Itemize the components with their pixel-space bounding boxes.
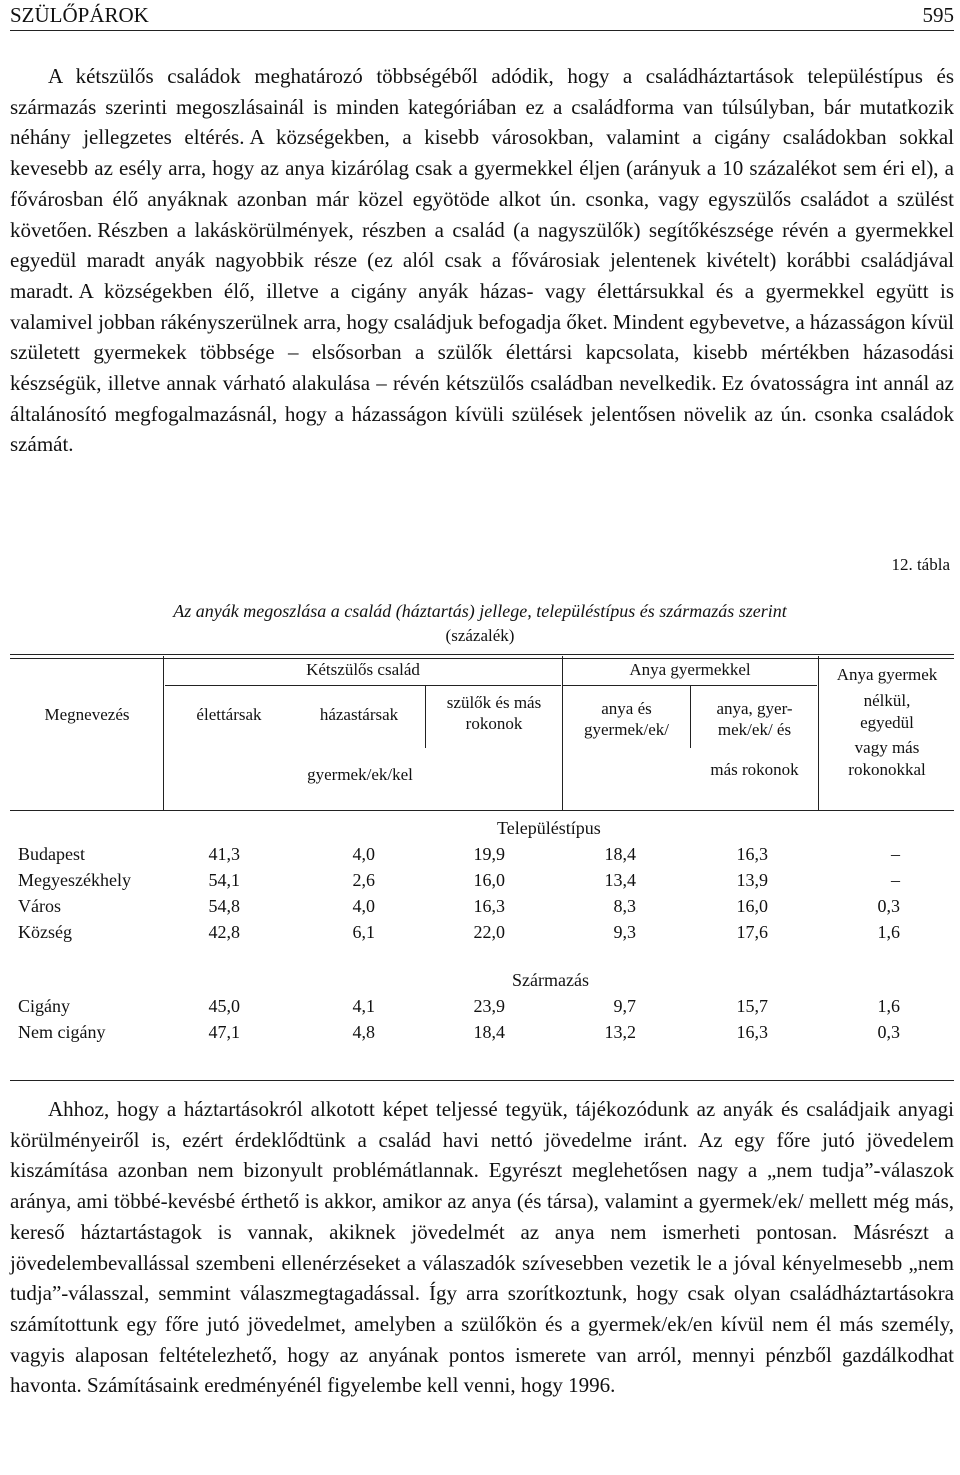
cell-nelkul: 1,6 — [877, 996, 900, 1016]
sentence: A községekben, a kisebb városokban, valamint a cigány családokban sokkal kevesebb az esély arra, hogy az anya kizárólag csak a gyermekkel éljen (arányuk a 10 százalékot sem éri el), a fővárosban élő anyáknak azonban már közel egyötöde alkot ún. csonka, vagy egyszülős családot a szülést követően. — [10, 125, 954, 242]
header-anya-gyermek-nelkul-3: egyedül — [860, 713, 914, 732]
header-szulok-2: rokonok — [465, 714, 523, 733]
cell-elettarsak: 54,8 — [208, 896, 240, 916]
section-szarmazas: Származás — [512, 970, 589, 990]
table-top-rule — [10, 654, 954, 655]
header-anya-es-2: gyermek/ek/ — [584, 720, 669, 739]
col-divider — [163, 656, 164, 810]
cell-szulok: 19,9 — [473, 844, 505, 864]
header-anya-gyermek-nelkul-5: rokonokkal — [848, 760, 926, 779]
cell-anya-es: 9,3 — [613, 922, 636, 942]
cell-szulok: 23,9 — [473, 996, 505, 1016]
col-divider — [425, 686, 426, 748]
cell-elettarsak: 42,8 — [208, 922, 240, 942]
table-title: Az anyák megoszlása a család (háztartás) jellege, településtípus és származás szerint — [173, 601, 787, 621]
cell-elettarsak: 54,1 — [208, 870, 240, 890]
cell-nelkul: – — [891, 844, 900, 864]
header-anya-gyermek-nelkul-2: nélkül, — [863, 691, 911, 710]
cell-nelkul: 0,3 — [877, 1022, 900, 1042]
cell-anya-es: 9,7 — [613, 996, 636, 1016]
cell-anya-gyer: 16,0 — [736, 896, 768, 916]
row-label: Cigány — [18, 996, 70, 1016]
cell-hazastarsak: 6,1 — [352, 922, 375, 942]
table-subtitle: (százalék) — [445, 626, 515, 645]
cell-anya-gyer: 15,7 — [736, 996, 768, 1016]
cell-hazastarsak: 4,0 — [352, 896, 375, 916]
cell-elettarsak: 47,1 — [208, 1022, 240, 1042]
header-anya-gyermekkel: Anya gyermekkel — [629, 660, 751, 679]
group-rule-ketszulos — [165, 685, 561, 686]
cell-anya-gyer: 16,3 — [736, 1022, 768, 1042]
cell-anya-gyer: 16,3 — [736, 844, 768, 864]
paragraph-intro — [10, 61, 954, 460]
table-number: 12. tábla — [891, 555, 950, 574]
cell-anya-gyer: 13,9 — [736, 870, 768, 890]
page-header — [10, 2, 954, 31]
header-gyermek-kel: gyermek/ek/kel — [307, 765, 413, 784]
cell-nelkul: – — [891, 870, 900, 890]
col-divider — [818, 656, 819, 810]
cell-hazastarsak: 4,0 — [352, 844, 375, 864]
row-label: Nem cigány — [18, 1022, 106, 1042]
sentence: Mindent egybevetve, a házasságon kívül született gyermekek többsége – elsősorban a szülők élettársi kapcsolata, kisebb mértékben házasodási készségük, illetve annak várható alakulása – révén kétszülős családban nevelkedik. — [10, 309, 954, 396]
header-hazastarsak: házastársak — [319, 705, 399, 724]
cell-szulok: 16,0 — [473, 870, 505, 890]
cell-nelkul: 1,6 — [877, 922, 900, 942]
table-top-rule-double — [10, 658, 954, 659]
header-szulok: szülők és más — [446, 693, 542, 712]
cell-hazastarsak: 4,1 — [352, 996, 375, 1016]
cell-anya-gyer: 17,6 — [736, 922, 768, 942]
header-anya-gyer-2: mek/ek/ és — [717, 720, 792, 739]
running-title: SZÜLŐPÁROK — [10, 3, 149, 27]
cell-szulok: 22,0 — [473, 922, 505, 942]
header-anya-gyermek-nelkul: Anya gyermek — [836, 665, 938, 684]
cell-elettarsak: 45,0 — [208, 996, 240, 1016]
sentence: Részben a lakáskörülmények, részben a család (a nagyszülők) segítőkészsége révén a gyermekkel egyedül maradt anyák nagyobbik része (ez alól csak a fővárosiak jelentenek kivételt) korábbi családjával maradt. — [10, 217, 954, 303]
header-anya-gyermek-nelkul-4: vagy más — [854, 738, 920, 757]
table-header-rule — [10, 810, 954, 811]
col-divider — [690, 686, 691, 748]
page-number: 595 — [922, 3, 954, 27]
cell-elettarsak: 41,3 — [208, 844, 240, 864]
header-elettarsak: élettársak — [196, 705, 262, 724]
cell-szulok: 16,3 — [473, 896, 505, 916]
cell-anya-es: 18,4 — [604, 844, 636, 864]
row-label: Község — [18, 922, 72, 942]
cell-anya-es: 8,3 — [613, 896, 636, 916]
sentence: A kétszülős családok meghatározó többségéből adódik, hogy a családháztartások településtípus és származás szerinti megoszlásainál is minden kategóriában ez a családforma van túlsúlyban, bár mutatkozik néhány jellegzetes eltérés. — [10, 64, 954, 150]
sentence: Ez óvatosságra int annál az általánosító megfogalmazásnál, hogy a házasságon kívüli szülések jelentősen növelik az ún. csonka családok számát. — [10, 371, 955, 457]
cell-hazastarsak: 4,8 — [352, 1022, 375, 1042]
cell-anya-es: 13,2 — [604, 1022, 636, 1042]
header-anya-gyer-3: más rokonok — [710, 760, 799, 779]
header-ketszulos: Kétszülős család — [306, 660, 420, 679]
cell-szulok: 18,4 — [473, 1022, 505, 1042]
section-telepulestipus: Településtípus — [497, 818, 601, 838]
cell-hazastarsak: 2,6 — [352, 870, 375, 890]
cell-nelkul: 0,3 — [877, 896, 900, 916]
sentence: A községekben élő, illetve a cigány anyák házas- vagy élettársukkal és a gyermekkel együtt is valamivel jobban rákényszerülnek arra, hogy családjuk befogadja őket. — [10, 278, 954, 334]
row-label: Budapest — [18, 844, 85, 864]
header-anya-es: anya és — [601, 699, 652, 718]
row-label: Város — [18, 896, 61, 916]
header-anya-gyer: anya, gyer- — [716, 699, 793, 718]
paragraph-income: Ahhoz, hogy a háztartásokról alkotott képet teljessé tegyük, tájékozódunk az anyák és családjaik anyagi körülményeiről is, ezért érdeklődtünk a család havi nettó jövedelme iránt. Az egy főre jutó jövedelem kiszámítása azonban nem bizonyult problémátlannak. Egyrészt meglehetősen nagy a „nem tudja”-válaszok aránya, ami többé-kevésbé érthető is akkor, amikor az anya (és társa), valamint a gyermek/ek/ mellett még más, kereső háztartástagok is vannak, akiknek jövedelmét az anya nem ismerheti pontosan. Másrészt a jövedelembevallással szembeni ellenérzéseket a válaszadók szívesebben vezetik le a jóval kényelmesebb „nem tudja”-válasszal, semmint válaszmegtagadással. Így arra szorítkoztunk, hogy csak olyan családháztartásokra számítottunk egy főre jutó jövedelmet, amelyben a szülőkön és a gyermek/ek/en kívül nem él más személy, vagyis alaposan feltételezhető, hogy az anyának pontos ismerete van arról, mennyi pénzből gazdálkodhat havonta. Számításaink eredményénél figyelembe kell venni, hogy 1996. — [10, 1097, 954, 1398]
cell-anya-es: 13,4 — [604, 870, 636, 890]
row-label: Megyeszékhely — [18, 870, 131, 890]
header-megnevezes: Megnevezés — [44, 705, 130, 724]
table-bottom-rule — [10, 1080, 954, 1081]
